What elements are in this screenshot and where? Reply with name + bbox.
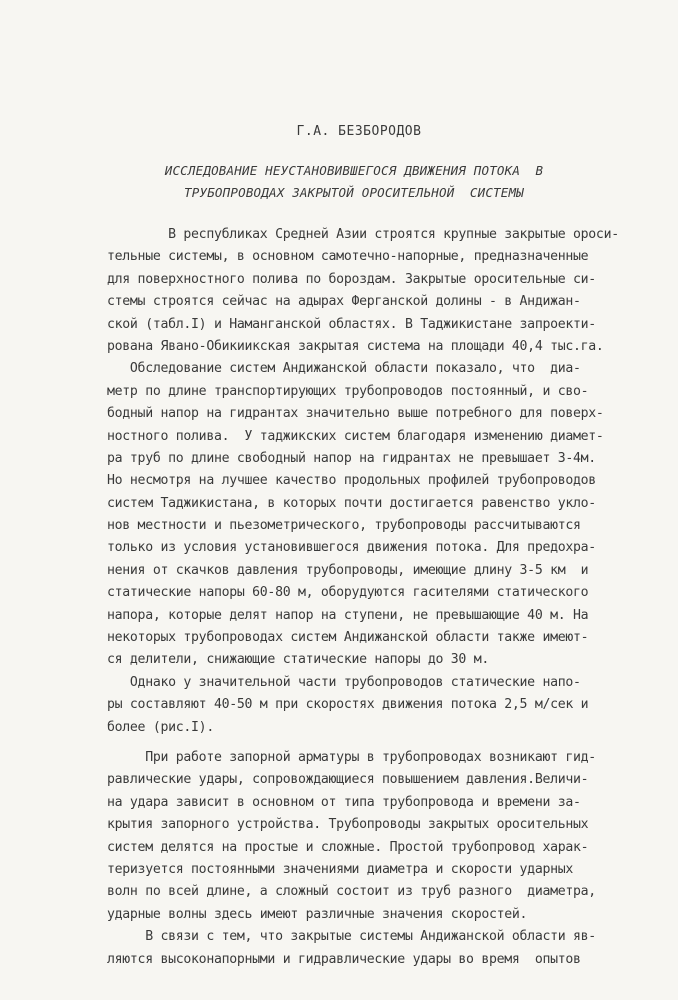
- body-line: нов местности и пьезометрического, трубопроводы рассчитываются: [107, 518, 581, 534]
- body-line: статические напоры 60-80 м, оборудуются гасителями статического: [107, 585, 589, 601]
- body-line: В связи с тем, что закрытые системы Андижанской области яв-: [107, 929, 596, 945]
- body-line: бодный напор на гидрантах значительно выше потребного для поверх-: [107, 406, 604, 422]
- body-line: крытия запорного устройства. Трубопроводы закрытых оросительных: [107, 817, 589, 833]
- body-line: только из условия установившегося движения потока. Для предохра-: [107, 540, 596, 556]
- author-name: Г.А. БЕЗБОРОДОВ: [296, 124, 422, 139]
- body-line: ударные волны здесь имеют различные значения скоростей.: [107, 906, 528, 922]
- body-line: рована Явано-Обикиикская закрытая система на площади 40,4 тыс.га.: [107, 338, 604, 354]
- body-line: Но несмотря на лучшее качество продольных профилей трубопроводов: [107, 473, 596, 489]
- body-line: Однако у значительной части трубопроводов статические напо-: [107, 674, 581, 690]
- body-line: напора, которые делят напор на ступени, не превышающие 40 м. На: [107, 607, 589, 623]
- body-text: [107, 224, 619, 971]
- title-line-1: ИССЛЕДОВАНИЕ НЕУСТАНОВИВШЕГОСЯ ДВИЖЕНИЯ ПОТОКА В: [164, 163, 544, 178]
- body-line: ры составляют 40-50 м при скоростях движения потока 2,5 м/сек и: [107, 697, 589, 713]
- body-line: ской (табл.I) и Наманганской областях. В Таджикистане запроекти-: [107, 316, 596, 332]
- body-line: При работе запорной арматуры в трубопроводах возникают гид-: [107, 749, 596, 765]
- body-line: теризуется постоянными значениями диаметра и скорости ударных: [107, 861, 574, 877]
- body-line: на удара зависит в основном от типа трубопровода и времени за-: [107, 794, 581, 810]
- title-line-2: ТРУБОПРОВОДАХ ЗАКРЫТОЙ ОРОСИТЕЛЬНОЙ СИСТЕМЫ: [184, 185, 524, 201]
- body-line: для поверхностного полива по бороздам. Закрытые оросительные си-: [107, 271, 596, 287]
- body-line: некоторых трубопроводах систем Андижанской области также имеют-: [107, 630, 589, 646]
- body-line: волн по всей длине, а сложный состоит из труб разного диаметра,: [107, 884, 596, 900]
- body-line: ра труб по длине свободный напор на гидрантах не превышает 3-4м.: [107, 450, 596, 466]
- body-line: систем делятся на простые и сложные. Простой трубопровод харак-: [107, 839, 589, 855]
- body-line: ляются высоконапорными и гидравлические удары во время опытов: [107, 951, 581, 967]
- body-line: ностного полива. У таджикских систем благодаря изменению диамет-: [107, 428, 604, 444]
- body-line: Обследование систем Андижанской области показало, что диа-: [107, 361, 581, 377]
- body-line: В республиках Средней Азии строятся крупные закрытые ороси-: [107, 227, 619, 242]
- body-line: метр по длине транспортирующих трубопроводов постоянный, и сво-: [107, 383, 589, 399]
- body-line: равлические удары, сопровождающиеся повышением давления.Величи-: [107, 772, 589, 788]
- body-line: систем Таджикистана, в которых почти достигается равенство укло-: [107, 495, 596, 511]
- body-line: нения от скачков давления трубопроводы, имеющие длину 3-5 км и: [107, 562, 589, 578]
- body-line: более (рис.I).: [107, 719, 214, 735]
- body-line: тельные системы, в основном самотечно-напорные, предназначенные: [107, 249, 589, 265]
- article-title: [0, 160, 678, 205]
- paragraph-gap: [107, 739, 607, 747]
- body-line: ся делители, снижающие статические напоры до 30 м.: [107, 652, 489, 668]
- body-line: стемы строятся сейчас на адырах Ферганской долины - в Андижан-: [107, 294, 581, 310]
